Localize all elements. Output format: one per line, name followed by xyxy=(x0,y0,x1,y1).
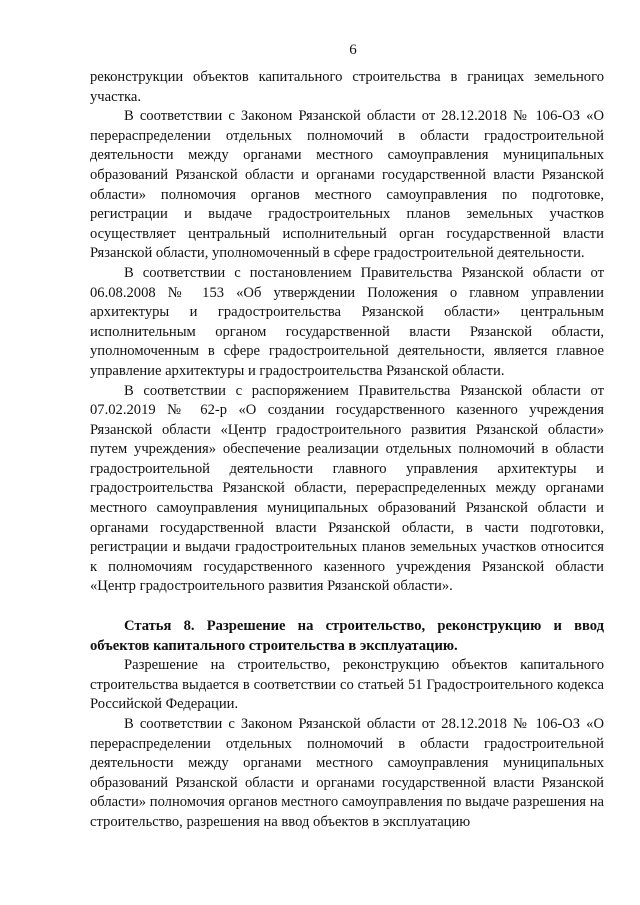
paragraph-law-106-oz-permits: В соответствии с Законом Рязанской области от 28.12.2018 № 106-ОЗ «О перераспределении отдельных полномочий в области градостроительной деятельности между органами местного самоуправления муниципальных образований Рязанской области и органами государственной власти Рязанской области» полномочия органов местного самоуправления по выдаче разрешения на строительство, разрешения на ввод объектов в эксплуатацию xyxy=(90,716,604,830)
article-8-heading: Статья 8. Разрешение на строительство, реконструкцию и ввод объектов капитального строительства в эксплуатацию. xyxy=(90,618,604,654)
page-number: 6 xyxy=(349,42,357,58)
paragraph-continuation: реконструкции объектов капитального строительства в границах земельного участка. xyxy=(90,69,604,105)
paragraph-law-106-oz-gpzu: В соответствии с Законом Рязанской области от 28.12.2018 № 106-ОЗ «О перераспределении отдельных полномочий в области градостроительной деятельности между органами местного самоуправления муниципальных образований Рязанской области и органами государственной власти Рязанской области» полномочия органов местного самоуправления по подготовке, регистрации и выдаче градостроительных планов земельных участков осуществляет центральный исполнительный орган государственной власти Рязанской области, уполномоченный в сфере градостроительной деятельности. xyxy=(90,108,604,262)
paragraph-resolution-153: В соответствии с постановлением Правительства Рязанской области от 06.08.2008 № 153 «Об утверждении Положения о главном управлении архитектуры и градостроительства Рязанской области» центральным исполнительным органом государственной власти Рязанской области, уполномоченным в сфере градостроительной деятельности, является главное управление архитектуры и градостроительства Рязанской области. xyxy=(90,264,604,379)
paragraph-article-51: Разрешение на строительство, реконструкцию объектов капитального строительства выдается в соответствии со статьей 51 Градостроительного кодекса Российской Федерации. xyxy=(90,657,604,713)
paragraph-order-62-r: В соответствии с распоряжением Правительства Рязанской области от 07.02.2019 № 62-р «О создании государственного казенного учреждения Рязанской области «Центр градостроительного развития Рязанской области» путем учреждения» обеспечение реализации отдельных полномочий в области градостроительной деятельности главного управления архитектуры и градостроительства Рязанской области, перераспределенных между органами местного самоуправления муниципальных образований Рязанской области и органами государственной власти Рязанской области, в части подготовки, регистрации и выдачи градостроительных планов земельных участков относится к полномочиям государственного казенного учреждения Рязанской области «Центр градостроительного развития Рязанской области». xyxy=(90,382,604,595)
section-spacer xyxy=(90,597,604,617)
